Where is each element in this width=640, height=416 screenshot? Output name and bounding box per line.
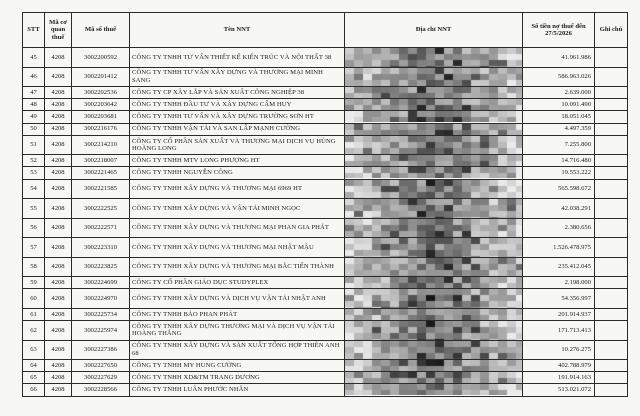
cell-stt: 61 (23, 308, 45, 320)
cell-dia-chi-redacted (345, 308, 523, 320)
cell-so-tien-no-thue: 4.497.359 (523, 123, 595, 135)
table-row (23, 218, 628, 238)
cell-ma-so-thue: 3002225974 (72, 321, 130, 341)
cell-ghi-chu (595, 48, 628, 68)
redaction-mosaic (345, 68, 522, 87)
table-row (23, 87, 628, 99)
header-ma-so-thue: Mã số thuế (72, 13, 130, 48)
cell-ma-so-thue: 3002223310 (72, 238, 130, 258)
cell-ma-so-thue: 3002227629 (72, 372, 130, 384)
cell-so-tien-no-thue: 2.380.656 (523, 218, 595, 238)
table-row (23, 48, 628, 68)
table-row (23, 308, 628, 320)
table-row (23, 277, 628, 289)
redaction-mosaic (345, 180, 522, 199)
cell-stt: 45 (23, 48, 45, 68)
cell-dia-chi-redacted (345, 384, 523, 396)
cell-ghi-chu (595, 384, 628, 396)
cell-ma-so-thue: 3002224699 (72, 277, 130, 289)
cell-dia-chi-redacted (345, 321, 523, 341)
cell-ma-co-quan-thue: 4208 (45, 155, 72, 167)
cell-ma-co-quan-thue: 4208 (45, 67, 72, 87)
cell-ma-so-thue: 3002203642 (72, 99, 130, 111)
cell-so-tien-no-thue: 402.788.979 (523, 360, 595, 372)
redaction-mosaic (345, 87, 522, 98)
cell-ma-co-quan-thue: 4208 (45, 384, 72, 396)
cell-ma-so-thue: 3002228566 (72, 384, 130, 396)
cell-ma-co-quan-thue: 4208 (45, 99, 72, 111)
table-row (23, 199, 628, 219)
redaction-mosaic (345, 341, 522, 360)
cell-ten-nnt: CÔNG TY TNHH TƯ VẤN VÀ XÂY DỰNG TRƯỜNG SƠN HT (130, 111, 345, 123)
redaction-mosaic (345, 360, 522, 371)
cell-ghi-chu (595, 199, 628, 219)
cell-so-tien-no-thue: 201.914.937 (523, 308, 595, 320)
cell-ma-so-thue: 3002224970 (72, 289, 130, 309)
table-row (23, 135, 628, 155)
cell-ghi-chu (595, 277, 628, 289)
cell-so-tien-no-thue: 171.713.413 (523, 321, 595, 341)
cell-so-tien-no-thue: 10.276.275 (523, 340, 595, 360)
cell-ghi-chu (595, 372, 628, 384)
cell-ten-nnt: CÔNG TY TNHH XÂY DỰNG VÀ DỊCH VỤ VẬN TẢI NHẬT ANH (130, 289, 345, 309)
cell-ma-so-thue: 3002222525 (72, 199, 130, 219)
redaction-mosaic (345, 384, 522, 395)
cell-so-tien-no-thue: 19.553.222 (523, 167, 595, 179)
table-row (23, 321, 628, 341)
table-row (23, 67, 628, 87)
cell-stt: 64 (23, 360, 45, 372)
cell-stt: 50 (23, 123, 45, 135)
cell-ten-nnt: CÔNG TY TNHH TƯ VẤN XÂY DỰNG VÀ THƯƠNG MẠI MINH SANG (130, 67, 345, 87)
cell-dia-chi-redacted (345, 167, 523, 179)
cell-ten-nnt: CÔNG TY TNHH LUÂN PHƯỚC NHÂN (130, 384, 345, 396)
cell-ghi-chu (595, 308, 628, 320)
cell-ghi-chu (595, 340, 628, 360)
cell-stt: 53 (23, 167, 45, 179)
cell-dia-chi-redacted (345, 199, 523, 219)
cell-ma-so-thue: 3002201412 (72, 67, 130, 87)
cell-ghi-chu (595, 257, 628, 277)
cell-ten-nnt: CÔNG TY TNHH XD&TM TRANG DƯƠNG (130, 372, 345, 384)
cell-ten-nnt: CÔNG TY TNHH XÂY DỰNG VÀ THƯƠNG MẠI PHAN GIA PHÁT (130, 218, 345, 238)
cell-ma-co-quan-thue: 4208 (45, 360, 72, 372)
cell-so-tien-no-thue: 14.716.480 (523, 155, 595, 167)
cell-ten-nnt: CÔNG TY TNHH ĐẦU TƯ VÀ XÂY DỰNG CẨM HUY (130, 99, 345, 111)
cell-dia-chi-redacted (345, 87, 523, 99)
cell-ma-so-thue: 3002227650 (72, 360, 130, 372)
cell-ma-so-thue: 3002225734 (72, 308, 130, 320)
cell-ten-nnt: CÔNG TY TNHH XÂY DỰNG VÀ SẢN XUẤT TỔNG HỢP THIÊN ANH 68 (130, 340, 345, 360)
cell-so-tien-no-thue: 586.963.026 (523, 67, 595, 87)
cell-ten-nnt: CÔNG TY TNHH NGUYỄN CÔNG (130, 167, 345, 179)
cell-so-tien-no-thue: 54.356.997 (523, 289, 595, 309)
redaction-mosaic (345, 136, 522, 155)
redaction-mosaic (345, 238, 522, 257)
cell-ghi-chu (595, 67, 628, 87)
cell-ten-nnt: CÔNG TY TNHH TƯ VẤN THIẾT KẾ KIẾN TRÚC VÀ NỘI THẤT 38 (130, 48, 345, 68)
cell-ma-co-quan-thue: 4208 (45, 372, 72, 384)
cell-ma-so-thue: 3002227386 (72, 340, 130, 360)
cell-ma-co-quan-thue: 4208 (45, 167, 72, 179)
cell-ten-nnt: CÔNG TY CP XÂY LẮP VÀ SẢN XUẤT CÔNG NGHIỆP 38 (130, 87, 345, 99)
cell-so-tien-no-thue: 18.051.045 (523, 111, 595, 123)
table-row (23, 111, 628, 123)
table-row (23, 179, 628, 199)
table-row (23, 340, 628, 360)
cell-so-tien-no-thue: 235.412.045 (523, 257, 595, 277)
cell-ma-co-quan-thue: 4208 (45, 179, 72, 199)
cell-so-tien-no-thue: 2.198.000 (523, 277, 595, 289)
cell-ten-nnt: CÔNG TY TNHH VẬN TẢI VÀ SAN LẤP MẠNH CƯỜNG (130, 123, 345, 135)
cell-ten-nnt: CÔNG TY TNHH MY HUNG CƯỜNG (130, 360, 345, 372)
redaction-mosaic (345, 111, 522, 122)
cell-dia-chi-redacted (345, 372, 523, 384)
redaction-mosaic (345, 309, 522, 320)
cell-ma-so-thue: 3002222571 (72, 218, 130, 238)
redaction-mosaic (345, 289, 522, 308)
cell-ten-nnt: CÔNG TY TNHH XÂY DỰNG VÀ VẬN TẢI MINH NGỌC (130, 199, 345, 219)
cell-ma-co-quan-thue: 4208 (45, 238, 72, 258)
cell-ma-so-thue: 3002218007 (72, 155, 130, 167)
cell-ma-so-thue: 3002214210 (72, 135, 130, 155)
table-header-row (23, 13, 628, 48)
cell-stt: 56 (23, 218, 45, 238)
cell-ma-co-quan-thue: 4208 (45, 321, 72, 341)
cell-ma-co-quan-thue: 4208 (45, 289, 72, 309)
table-row (23, 289, 628, 309)
cell-stt: 55 (23, 199, 45, 219)
cell-stt: 48 (23, 99, 45, 111)
cell-dia-chi-redacted (345, 289, 523, 309)
cell-ma-co-quan-thue: 4208 (45, 308, 72, 320)
cell-ten-nnt: CÔNG TY TNHH XÂY DỰNG VÀ THƯƠNG MẠI BẮC TIẾN THÀNH (130, 257, 345, 277)
table-row (23, 123, 628, 135)
redaction-mosaic (345, 167, 522, 178)
cell-ma-so-thue: 3002221585 (72, 179, 130, 199)
cell-ghi-chu (595, 155, 628, 167)
tax-debt-table (22, 12, 628, 397)
header-so-tien-no-thue: Số tiền nợ thuế đến 27/5/2026 (523, 13, 595, 48)
cell-dia-chi-redacted (345, 257, 523, 277)
redaction-mosaic (345, 277, 522, 288)
cell-ma-co-quan-thue: 4208 (45, 48, 72, 68)
cell-dia-chi-redacted (345, 360, 523, 372)
cell-stt: 58 (23, 257, 45, 277)
cell-ma-so-thue: 3002223825 (72, 257, 130, 277)
cell-ghi-chu (595, 87, 628, 99)
cell-so-tien-no-thue: 191.914.163 (523, 372, 595, 384)
table-row (23, 257, 628, 277)
header-ten-nnt: Tên NNT (130, 13, 345, 48)
cell-so-tien-no-thue: 42.038.291 (523, 199, 595, 219)
table-row (23, 360, 628, 372)
cell-dia-chi-redacted (345, 238, 523, 258)
cell-dia-chi-redacted (345, 111, 523, 123)
cell-ma-so-thue: 3002200592 (72, 48, 130, 68)
cell-so-tien-no-thue: 565.598.672 (523, 179, 595, 199)
cell-ghi-chu (595, 238, 628, 258)
cell-ten-nnt: CÔNG TY TNHH XÂY DỰNG VÀ THƯƠNG MẠI NHẬT MẬU (130, 238, 345, 258)
cell-so-tien-no-thue: 1.526.478.975 (523, 238, 595, 258)
cell-ma-so-thue: 3002221465 (72, 167, 130, 179)
header-dia-chi-nnt: Địa chỉ NNT (345, 13, 523, 48)
redaction-mosaic (345, 219, 522, 238)
cell-so-tien-no-thue: 7.255.800 (523, 135, 595, 155)
cell-stt: 52 (23, 155, 45, 167)
cell-ma-co-quan-thue: 4208 (45, 277, 72, 289)
cell-stt: 63 (23, 340, 45, 360)
table-row (23, 99, 628, 111)
cell-ma-co-quan-thue: 4208 (45, 135, 72, 155)
cell-dia-chi-redacted (345, 99, 523, 111)
cell-dia-chi-redacted (345, 123, 523, 135)
header-ghi-chu: Ghi chú (595, 13, 628, 48)
cell-stt: 54 (23, 179, 45, 199)
redaction-mosaic (345, 258, 522, 277)
cell-so-tien-no-thue: 2.639.000 (523, 87, 595, 99)
cell-stt: 51 (23, 135, 45, 155)
cell-so-tien-no-thue: 513.021.072 (523, 384, 595, 396)
header-stt: STT (23, 13, 45, 48)
cell-ma-co-quan-thue: 4208 (45, 340, 72, 360)
header-ma-co-quan-thue: Mã cơ quan thuế (45, 13, 72, 48)
cell-ten-nnt: CÔNG TY TNHH BẢO PHAN PHÁT (130, 308, 345, 320)
cell-dia-chi-redacted (345, 277, 523, 289)
redaction-mosaic (345, 199, 522, 218)
table-row (23, 238, 628, 258)
table-row (23, 384, 628, 396)
table-row (23, 167, 628, 179)
cell-ghi-chu (595, 321, 628, 341)
cell-stt: 49 (23, 111, 45, 123)
cell-ghi-chu (595, 289, 628, 309)
cell-ma-co-quan-thue: 4208 (45, 87, 72, 99)
cell-ghi-chu (595, 99, 628, 111)
cell-dia-chi-redacted (345, 67, 523, 87)
cell-dia-chi-redacted (345, 155, 523, 167)
table-row (23, 372, 628, 384)
cell-ma-co-quan-thue: 4208 (45, 218, 72, 238)
cell-ma-co-quan-thue: 4208 (45, 257, 72, 277)
cell-ma-so-thue: 3002203681 (72, 111, 130, 123)
cell-so-tien-no-thue: 41.961.986 (523, 48, 595, 68)
cell-ghi-chu (595, 360, 628, 372)
redaction-mosaic (345, 321, 522, 340)
cell-ten-nnt: CÔNG TY CỔ PHẦN SẢN XUẤT VÀ THƯƠNG MẠI DỊCH VỤ HÙNG HOÀNG LONG (130, 135, 345, 155)
cell-ghi-chu (595, 167, 628, 179)
cell-ma-co-quan-thue: 4208 (45, 123, 72, 135)
cell-ma-so-thue: 3002216176 (72, 123, 130, 135)
cell-dia-chi-redacted (345, 48, 523, 68)
cell-stt: 46 (23, 67, 45, 87)
cell-dia-chi-redacted (345, 218, 523, 238)
cell-ghi-chu (595, 111, 628, 123)
cell-ghi-chu (595, 179, 628, 199)
cell-ghi-chu (595, 123, 628, 135)
cell-ma-co-quan-thue: 4208 (45, 199, 72, 219)
table-row (23, 155, 628, 167)
cell-ma-so-thue: 3002202536 (72, 87, 130, 99)
redaction-mosaic (345, 124, 522, 135)
cell-stt: 59 (23, 277, 45, 289)
cell-ten-nnt: CÔNG TY TNHH MTV LONG PHƯỢNG HT (130, 155, 345, 167)
table-body (23, 48, 628, 397)
cell-ten-nnt: CÔNG TY TNHH XÂY DỰNG THƯƠNG MẠI VÀ DỊCH VỤ VẬN TẢI HOÀNG THẮNG (130, 321, 345, 341)
cell-dia-chi-redacted (345, 340, 523, 360)
redaction-mosaic (345, 372, 522, 383)
cell-stt: 57 (23, 238, 45, 258)
cell-so-tien-no-thue: 10.091.490 (523, 99, 595, 111)
cell-stt: 47 (23, 87, 45, 99)
redaction-mosaic (345, 48, 522, 67)
cell-ghi-chu (595, 218, 628, 238)
cell-ten-nnt: CÔNG TY TNHH XÂY DỰNG VÀ THƯƠNG MẠI 6969 HT (130, 179, 345, 199)
cell-stt: 60 (23, 289, 45, 309)
redaction-mosaic (345, 155, 522, 166)
cell-ten-nnt: CÔNG TY CỔ PHẦN GIÁO DỤC STUDYPLEX (130, 277, 345, 289)
cell-ma-co-quan-thue: 4208 (45, 111, 72, 123)
cell-stt: 62 (23, 321, 45, 341)
redaction-mosaic (345, 99, 522, 110)
cell-dia-chi-redacted (345, 179, 523, 199)
cell-stt: 65 (23, 372, 45, 384)
cell-ghi-chu (595, 135, 628, 155)
cell-dia-chi-redacted (345, 135, 523, 155)
cell-stt: 66 (23, 384, 45, 396)
